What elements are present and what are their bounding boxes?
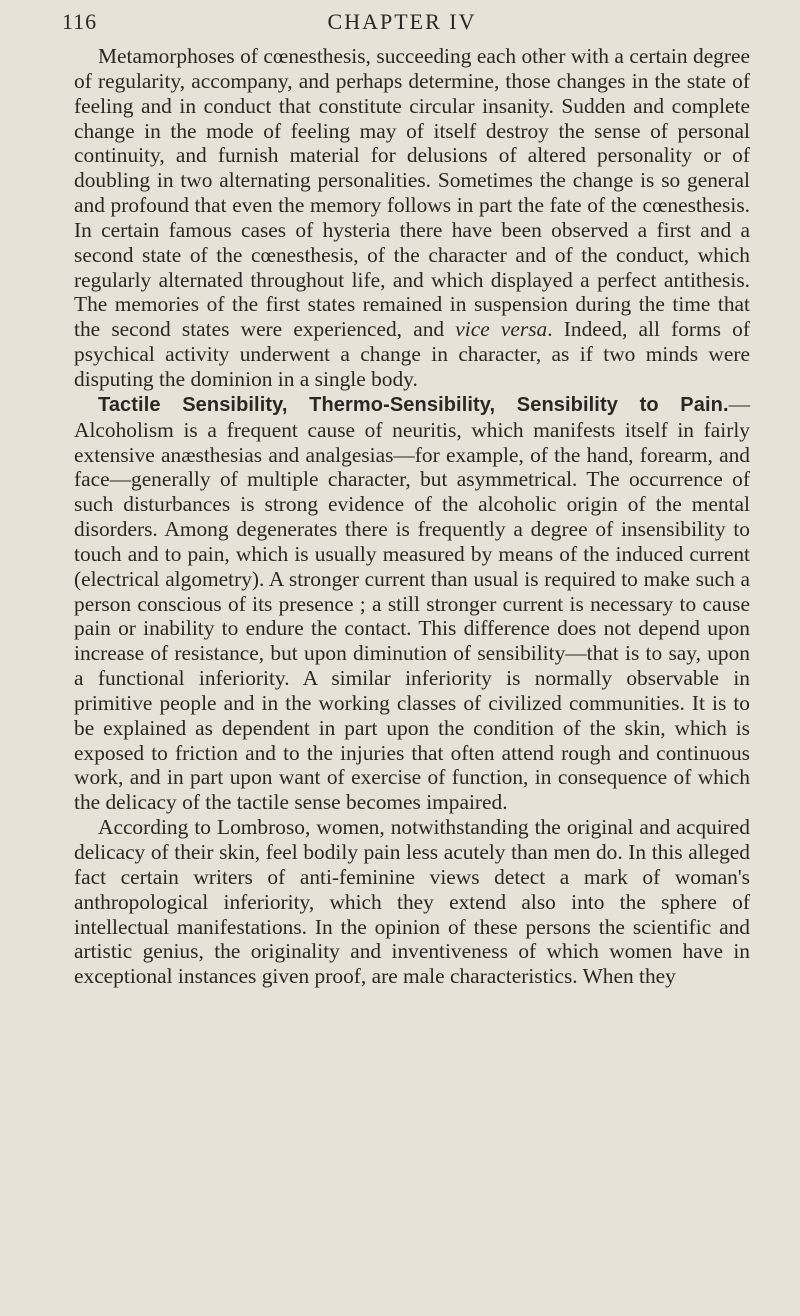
paragraph-text: . Indeed, all forms of psychical activity underwent a change in character, as if two minds were disputing the dominion in a single body.: [74, 317, 750, 391]
paragraph-text: — Alcoholism is a frequent cause of neuritis, which manifests itself in fairly extensive anæsthesias and analgesias—for example, of the hand, forearm, and face—generally of multiple character, but asymmetrical. The occurrence of such disturbances is strong evidence of the alcoholic origin of the mental disorders. Among degenerates there is frequently a degree of insensibility to touch and to pain, which is usually measured by means of the induced current (electrical algometry). A stronger current than usual is required to make such a person conscious of its presence ; a still stronger current is necessary to cause pain or inability to endure the contact. This difference does not depend upon increase of resistance, but upon diminution of sensibility—that is to say, upon a functional inferiority. A similar inferiority is normally observable in primitive people and in the working classes of civilized communities. It is to be explained as dependent in part upon the condition of the skin, which is exposed to friction and to the injuries that often attend rough and continuous work, and in part upon want of exercise of function, in consequence of which the delicacy of the tactile sense becomes impaired.: [74, 391, 750, 815]
paragraph-tactile-sensibility: [74, 392, 750, 815]
paragraph-coenesthesis: [74, 44, 750, 392]
paragraph-text: Metamorphoses of cœnesthesis, succeeding each other with a certain degree of regularity, accompany, and perhaps determine, those changes in the state of feeling and in conduct that constitute circular insanity. Sudden and complete change in the mode of feeling may of itself destroy the sense of personal continuity, and furnish material for delusions of altered personality or of doubling in two alternating personalities. Sometimes the change is so general and profound that even the memory follows in part the fate of the cœnesthesis. In certain famous cases of hysteria there have been observed a first and a second state of the cœnesthesis, of the character and of the conduct, which regularly alternated throughout life, and which displayed a perfect antithesis. The memories of the first states remained in suspension during the time that the second states were experienced, and: [74, 44, 750, 342]
body-text: [74, 44, 750, 989]
page-header: [62, 8, 742, 38]
section-heading: Tactile Sensibility, Thermo-Sensibility, Sensibility to Pain.: [98, 393, 729, 416]
page-number: 116: [62, 9, 98, 34]
running-head: CHAPTER IV: [327, 9, 477, 34]
italic-phrase: vice versa: [455, 317, 548, 342]
paragraph-lombroso: [74, 815, 750, 989]
paragraph-text: According to Lombroso, women, notwithstanding the original and acquired delicacy of their skin, feel bodily pain less acutely than men do. In this alleged fact certain writers of anti-feminine views detect a mark of woman's anthropological inferiority, which they extend also into the sphere of intellectual manifestations. In the opinion of these persons the scientific and artistic genius, the originality and inventiveness of which women have in exceptional instances given proof, are male characteristics. When they: [74, 815, 750, 989]
